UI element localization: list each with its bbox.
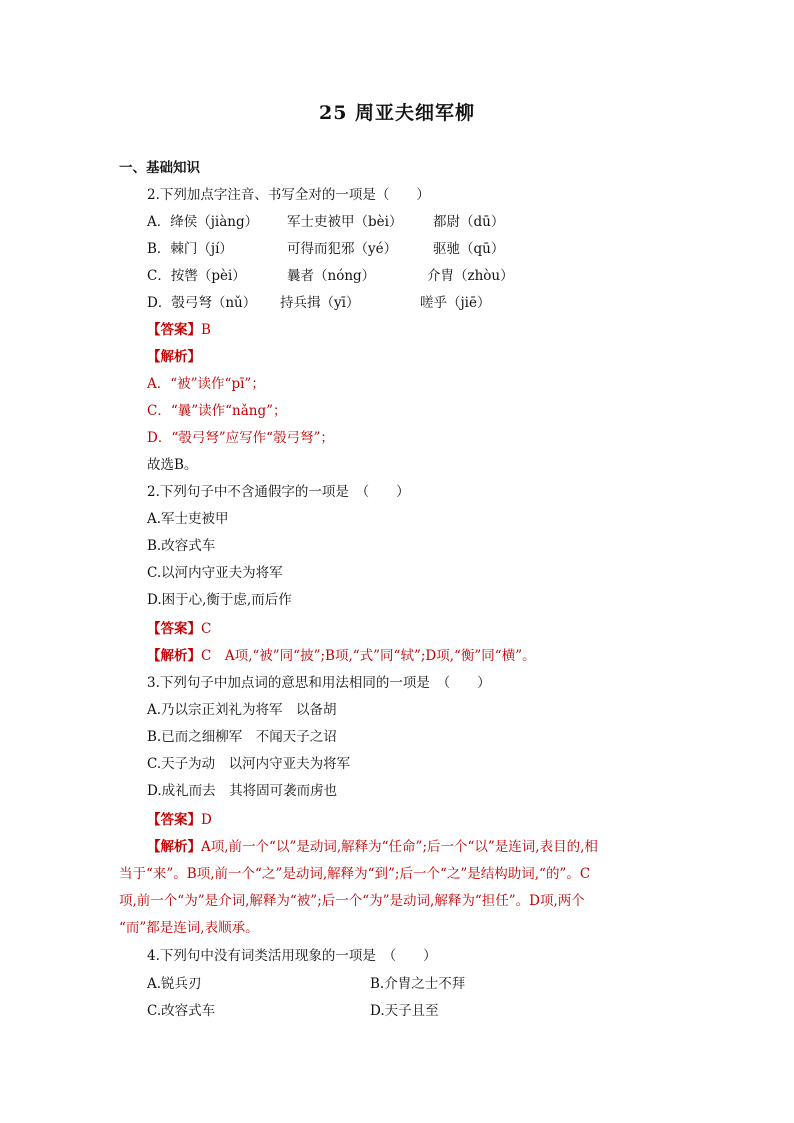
- q4-option-c: C.改容式车: [147, 1003, 216, 1019]
- q3-option-a: A.乃以宗正刘礼为将军 以备胡: [147, 702, 337, 718]
- q1-answer: [147, 320, 211, 340]
- q1-d-1: D．彀弓弩（nǔ）: [147, 295, 257, 311]
- q4-option-a: A.锐兵刃: [147, 976, 202, 992]
- q1-b-3: 驱驰（qū）: [433, 241, 505, 257]
- q1-option-c: [147, 266, 514, 286]
- answer-label: 【答案】: [147, 322, 201, 338]
- q3-analysis-line-3: 项,前一个“为”是介词,解释为“被”;后一个“为”是动词,解释为“担任”。D项,两个: [119, 893, 585, 909]
- q1-analysis-label: [147, 347, 201, 367]
- q1-analysis-line-1: A．“被”读作“pī”；: [147, 376, 265, 392]
- q3-analysis-line-2: 当于“来”。B项,前一个“之”是动词,解释为“到”;后一个“之”是结构助词,“的”。C: [119, 866, 591, 882]
- q3-answer: [147, 810, 212, 830]
- q2-option-d: D.困于心,衡于虑,而后作: [147, 592, 292, 608]
- analysis-label: 【解析】: [147, 349, 201, 365]
- q3-option-c: C.天子为动 以河内守亚夫为将军: [147, 756, 351, 772]
- q2-option-c: C.以河内守亚夫为将军: [147, 565, 283, 581]
- q4-option-d: D.天子且至: [370, 1003, 439, 1019]
- q3-analysis-line-1: [147, 837, 598, 857]
- q1-option-a: [147, 212, 505, 232]
- answer-label: 【答案】: [147, 621, 201, 637]
- analysis-label: 【解析】: [147, 839, 201, 855]
- q1-stem: 2.下列加点字注音、书写全对的一项是（ ）: [147, 187, 430, 203]
- q1-conclusion: 故选B。: [147, 457, 198, 473]
- q1-d-2: 持兵揖（yī）: [280, 295, 360, 311]
- answer-label: 【答案】: [147, 812, 201, 828]
- q2-analysis: [147, 646, 536, 666]
- q4-option-b: B.介胄之士不拜: [370, 976, 466, 992]
- q1-b-1: B．棘门（jí）: [147, 241, 233, 257]
- q1-c-3: 介胄（zhòu）: [427, 268, 514, 284]
- q1-analysis-line-2: C．“曩”读作“nǎng”；: [147, 403, 287, 419]
- page-title: 25 周亚夫细军柳: [318, 102, 476, 124]
- q1-a-1: A．绛侯（jiàng）: [147, 214, 259, 230]
- q2-option-b: B.改容式车: [147, 538, 216, 554]
- analysis-label: 【解析】: [147, 648, 201, 664]
- q1-analysis-line-3: D．“彀弓弩”应写作“彀弓弩”；: [147, 430, 334, 446]
- q3-option-d: D.成礼而去 其将固可袭而虏也: [147, 783, 338, 799]
- q3-analysis-line-4: “而”都是连词,表顺承。: [119, 920, 259, 936]
- q2-stem: 2.下列句子中不含通假字的一项是 （ ）: [147, 484, 410, 500]
- q2-option-a: A.军士吏被甲: [147, 511, 229, 527]
- analysis-text-1: A项,前一个“以”是动词,解释为“任命”;后一个“以”是连词,表目的,相: [201, 839, 598, 855]
- answer-value: C: [201, 621, 212, 637]
- q1-option-b: [147, 239, 505, 259]
- q1-a-3: 都尉（dū）: [433, 214, 505, 230]
- answer-value: B: [201, 322, 211, 338]
- q3-stem: 3.下列句子中加点词的意思和用法相同的一项是 （ ）: [147, 675, 491, 691]
- q1-a-2: 军士吏被甲（bèi）: [287, 214, 403, 230]
- section-heading: 一、基础知识: [119, 160, 200, 176]
- q4-stem: 4.下列句中没有词类活用现象的一项是 （ ）: [147, 948, 437, 964]
- q1-option-d: [147, 293, 491, 313]
- q1-d-3: 嗟乎（jiē）: [420, 295, 491, 311]
- q1-c-2: 曩者（nóng）: [287, 268, 376, 284]
- answer-value: D: [201, 812, 212, 828]
- q1-b-2: 可得而犯邪（yé）: [287, 241, 398, 257]
- q2-answer: [147, 619, 211, 639]
- analysis-text: C A项,“被”同“披”;B项,“式”同“轼”;D项,“衡”同“横”。: [201, 648, 536, 664]
- q3-option-b: B.已而之细柳军 不闻天子之诏: [147, 729, 337, 745]
- q1-c-1: C．按辔（pèi）: [147, 268, 246, 284]
